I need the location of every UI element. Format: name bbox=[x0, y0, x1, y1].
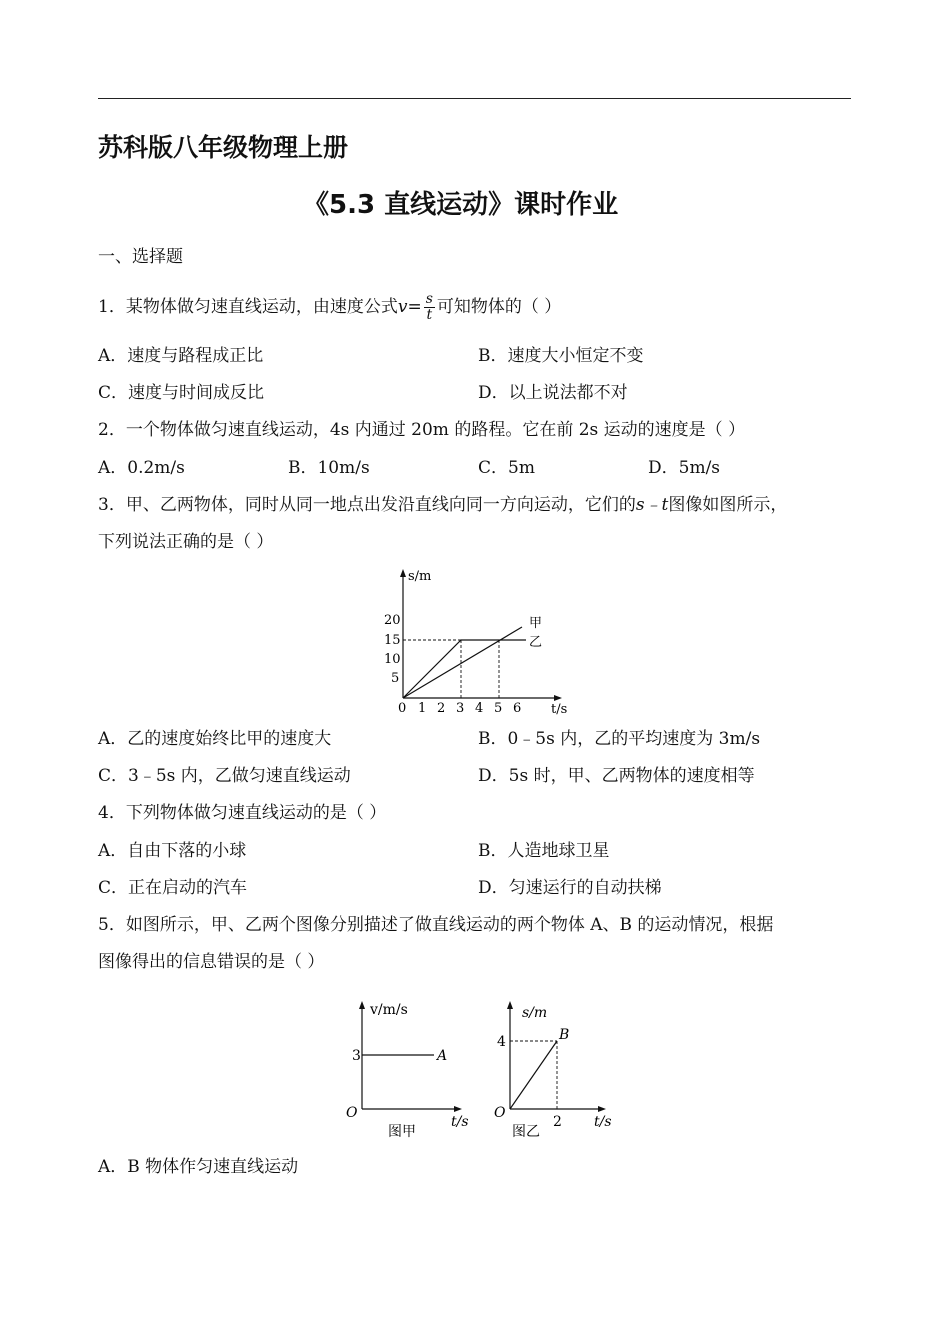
question-5-stem-line2: 图像得出的信息错误的是（ ） bbox=[98, 952, 325, 972]
header-rule bbox=[98, 98, 851, 99]
q2-option-b[interactable]: B．10m/s bbox=[288, 458, 370, 478]
q3-st-graph bbox=[370, 565, 580, 720]
q3-line-yi bbox=[403, 640, 526, 698]
q3-xtick-0: 0 bbox=[398, 701, 407, 716]
q3-xtick-1: 1 bbox=[418, 701, 427, 716]
q5-jia-ylabel: v/m/s bbox=[370, 1002, 408, 1018]
q5-jia-x-arrow bbox=[454, 1106, 462, 1112]
q3-x-arrow bbox=[554, 695, 562, 701]
q3-xlabel: t/s bbox=[551, 702, 568, 717]
q3-line-jia bbox=[403, 627, 522, 698]
q3-option-d[interactable]: D．5s 时，甲、乙两物体的速度相等 bbox=[478, 766, 755, 786]
q1-post: 可知物体的（ ） bbox=[436, 297, 562, 317]
q5-option-a[interactable]: A．B 物体作匀速直线运动 bbox=[98, 1157, 299, 1177]
q5-yi-caption: 图乙 bbox=[512, 1124, 540, 1140]
q3-legend-yi: 乙 bbox=[529, 635, 543, 650]
q5-yi-line-b bbox=[510, 1041, 557, 1109]
q5-yi-xlabel: t/s bbox=[594, 1114, 612, 1130]
lesson-title: 《5.3 直线运动》课时作业 bbox=[303, 190, 619, 220]
q3-ytick-15: 15 bbox=[384, 633, 401, 648]
q1-option-c[interactable]: C．速度与时间成反比 bbox=[98, 383, 265, 403]
q1-option-a[interactable]: A．速度与路程成正比 bbox=[98, 346, 264, 366]
question-2-stem: 2．一个物体做匀速直线运动，4s 内通过 20m 的路程。它在前 2s 运动的速度是（ ） bbox=[98, 420, 746, 440]
q3-xtick-4: 4 bbox=[475, 701, 484, 716]
q5-jia-y-arrow bbox=[359, 1001, 365, 1009]
q3-ylabel: s/m bbox=[408, 569, 432, 584]
q2-option-a[interactable]: A．0.2m/s bbox=[98, 458, 185, 478]
q5-yi-ytick: 4 bbox=[497, 1034, 506, 1050]
q2-option-d[interactable]: D．5m/s bbox=[648, 458, 721, 478]
q5-graph-yi bbox=[490, 995, 620, 1145]
q5-yi-xtick: 2 bbox=[553, 1114, 562, 1130]
q5-yi-origin: O bbox=[494, 1105, 506, 1121]
q3-y-arrow bbox=[400, 569, 406, 577]
question-3-stem bbox=[98, 494, 787, 516]
q3-stem-post: 图像如图所示， bbox=[668, 495, 788, 515]
q1-formula-eq: = bbox=[407, 297, 422, 317]
section-heading: 一、选择题 bbox=[98, 247, 183, 267]
q5-yi-label-b: B bbox=[559, 1027, 570, 1043]
q5-jia-xlabel: t/s bbox=[451, 1114, 469, 1130]
q5-jia-label-a: A bbox=[437, 1048, 448, 1064]
q3-ytick-20: 20 bbox=[384, 613, 401, 628]
q3-xtick-5: 5 bbox=[494, 701, 503, 716]
q3-option-b[interactable]: B．0﹣5s 内，乙的平均速度为 3m/s bbox=[478, 729, 761, 749]
q3-xtick-2: 2 bbox=[437, 701, 446, 716]
question-4-stem: 4．下列物体做匀速直线运动的是（ ） bbox=[98, 803, 387, 823]
q1-fraction bbox=[424, 292, 435, 323]
q1-formula-v: v bbox=[397, 297, 408, 317]
q5-yi-y-arrow bbox=[507, 1001, 513, 1009]
q5-jia-ytick: 3 bbox=[352, 1048, 361, 1064]
question-3-stem-line2: 下列说法正确的是（ ） bbox=[98, 532, 274, 552]
q1-option-b[interactable]: B．速度大小恒定不变 bbox=[478, 346, 644, 366]
q1-frac-den: t bbox=[426, 307, 433, 323]
q5-graph-jia bbox=[340, 995, 470, 1145]
q5-yi-ylabel: s/m bbox=[522, 1005, 548, 1021]
q3-xtick-3: 3 bbox=[456, 701, 465, 716]
book-title: 苏科版八年级物理上册 bbox=[98, 133, 349, 162]
q4-option-d[interactable]: D．匀速运行的自动扶梯 bbox=[478, 878, 662, 898]
q4-option-b[interactable]: B．人造地球卫星 bbox=[478, 841, 610, 861]
q1-frac-num: s bbox=[425, 291, 433, 307]
q1-option-d[interactable]: D．以上说法都不对 bbox=[478, 383, 628, 403]
q3-ytick-5: 5 bbox=[391, 671, 400, 686]
q3-option-a[interactable]: A．乙的速度始终比甲的速度大 bbox=[98, 729, 332, 749]
q3-stem-pre: 3．甲、乙两物体，同时从同一地点出发沿直线向同一方向运动，它们的 bbox=[98, 495, 636, 515]
q5-yi-x-arrow bbox=[598, 1106, 606, 1112]
q5-jia-origin: O bbox=[346, 1105, 358, 1121]
q3-ytick-10: 10 bbox=[384, 652, 401, 667]
q3-xtick-6: 6 bbox=[513, 701, 522, 716]
q2-option-c[interactable]: C．5m bbox=[478, 458, 535, 478]
q3-stem-var: s﹣t bbox=[635, 495, 669, 515]
q3-option-c[interactable]: C．3﹣5s 内，乙做匀速直线运动 bbox=[98, 766, 351, 786]
q1-pre: 1．某物体做匀速直线运动，由速度公式 bbox=[98, 297, 398, 317]
q4-option-c[interactable]: C．正在启动的汽车 bbox=[98, 878, 248, 898]
question-1-stem bbox=[98, 287, 561, 327]
q3-legend-jia: 甲 bbox=[529, 616, 543, 631]
q4-option-a[interactable]: A．自由下落的小球 bbox=[98, 841, 247, 861]
q5-jia-caption: 图甲 bbox=[388, 1124, 416, 1140]
question-5-stem: 5．如图所示，甲、乙两个图像分别描述了做直线运动的两个物体 A、B 的运动情况，根据 bbox=[98, 915, 774, 935]
